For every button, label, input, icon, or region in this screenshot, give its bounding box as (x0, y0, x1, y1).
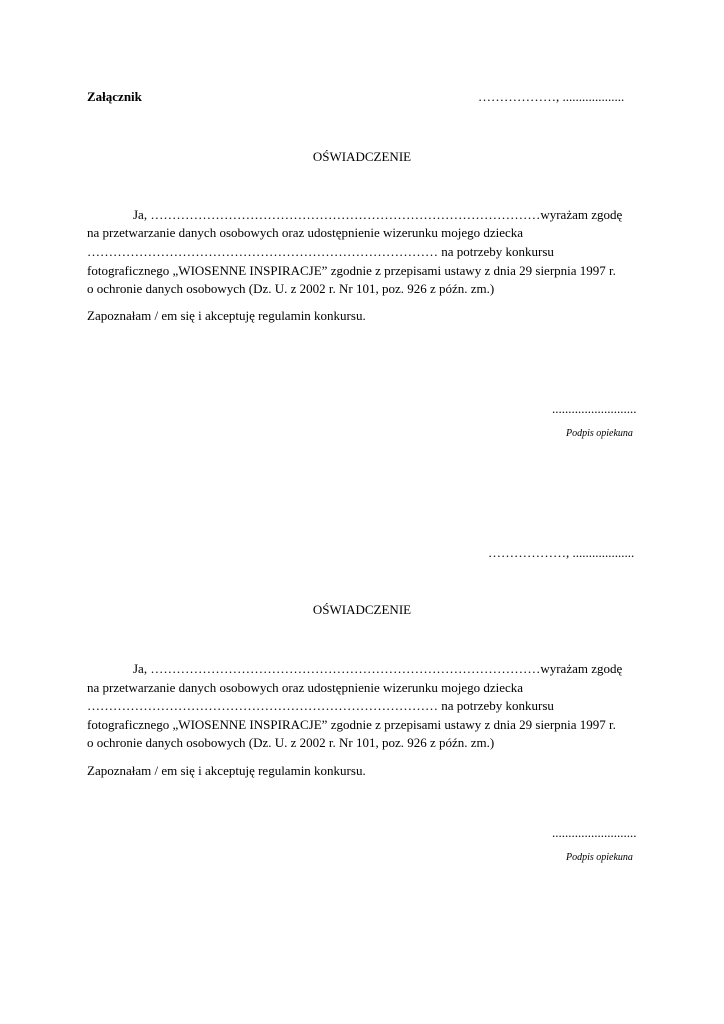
attachment-label: Załącznik (87, 89, 142, 104)
acceptance-text: Zapoznałam / em się i akceptuję regulamin konkursu. (87, 763, 366, 778)
statement-line: o ochronie danych osobowych (Dz. U. z 2002 r. Nr 101, poz. 926 z późn. zm.) (87, 735, 495, 750)
statement-line: ……………………………………………………………………… na potrzeby konkursu (87, 244, 554, 259)
place-date-field: ………………, ................... (478, 89, 625, 104)
signature-line: .......................... (552, 825, 637, 840)
statement-line: fotograficznego „WIOSENNE INSPIRACJE” zgodnie z przepisami ustawy z dnia 29 sierpnia 1997 r. (87, 263, 616, 278)
signature-label: Podpis opiekuna (566, 852, 633, 863)
statement-line: o ochronie danych osobowych (Dz. U. z 2002 r. Nr 101, poz. 926 z późn. zm.) (87, 281, 495, 296)
signature-line: .......................... (552, 401, 637, 416)
statement-line: na przetwarzanie danych osobowych oraz udostępnienie wizerunku mojego dziecka (87, 225, 524, 240)
acceptance-text: Zapoznałam / em się i akceptuję regulamin konkursu. (87, 308, 366, 323)
statement-title: OŚWIADCZENIE (312, 149, 412, 164)
place-date-field: ………………, ................... (488, 545, 635, 560)
statement-line: na przetwarzanie danych osobowych oraz udostępnienie wizerunku mojego dziecka (87, 680, 524, 695)
signature-label: Podpis opiekuna (566, 428, 633, 439)
statement-line: fotograficznego „WIOSENNE INSPIRACJE” zgodnie z przepisami ustawy z dnia 29 sierpnia 1997 r. (87, 717, 616, 732)
statement-line: Ja, ………………………………………………………………………………wyrażam zgodę (133, 661, 623, 676)
statement-line: Ja, ………………………………………………………………………………wyrażam zgodę (133, 207, 623, 222)
statement-line: ……………………………………………………………………… na potrzeby konkursu (87, 698, 554, 713)
statement-title: OŚWIADCZENIE (312, 602, 412, 617)
